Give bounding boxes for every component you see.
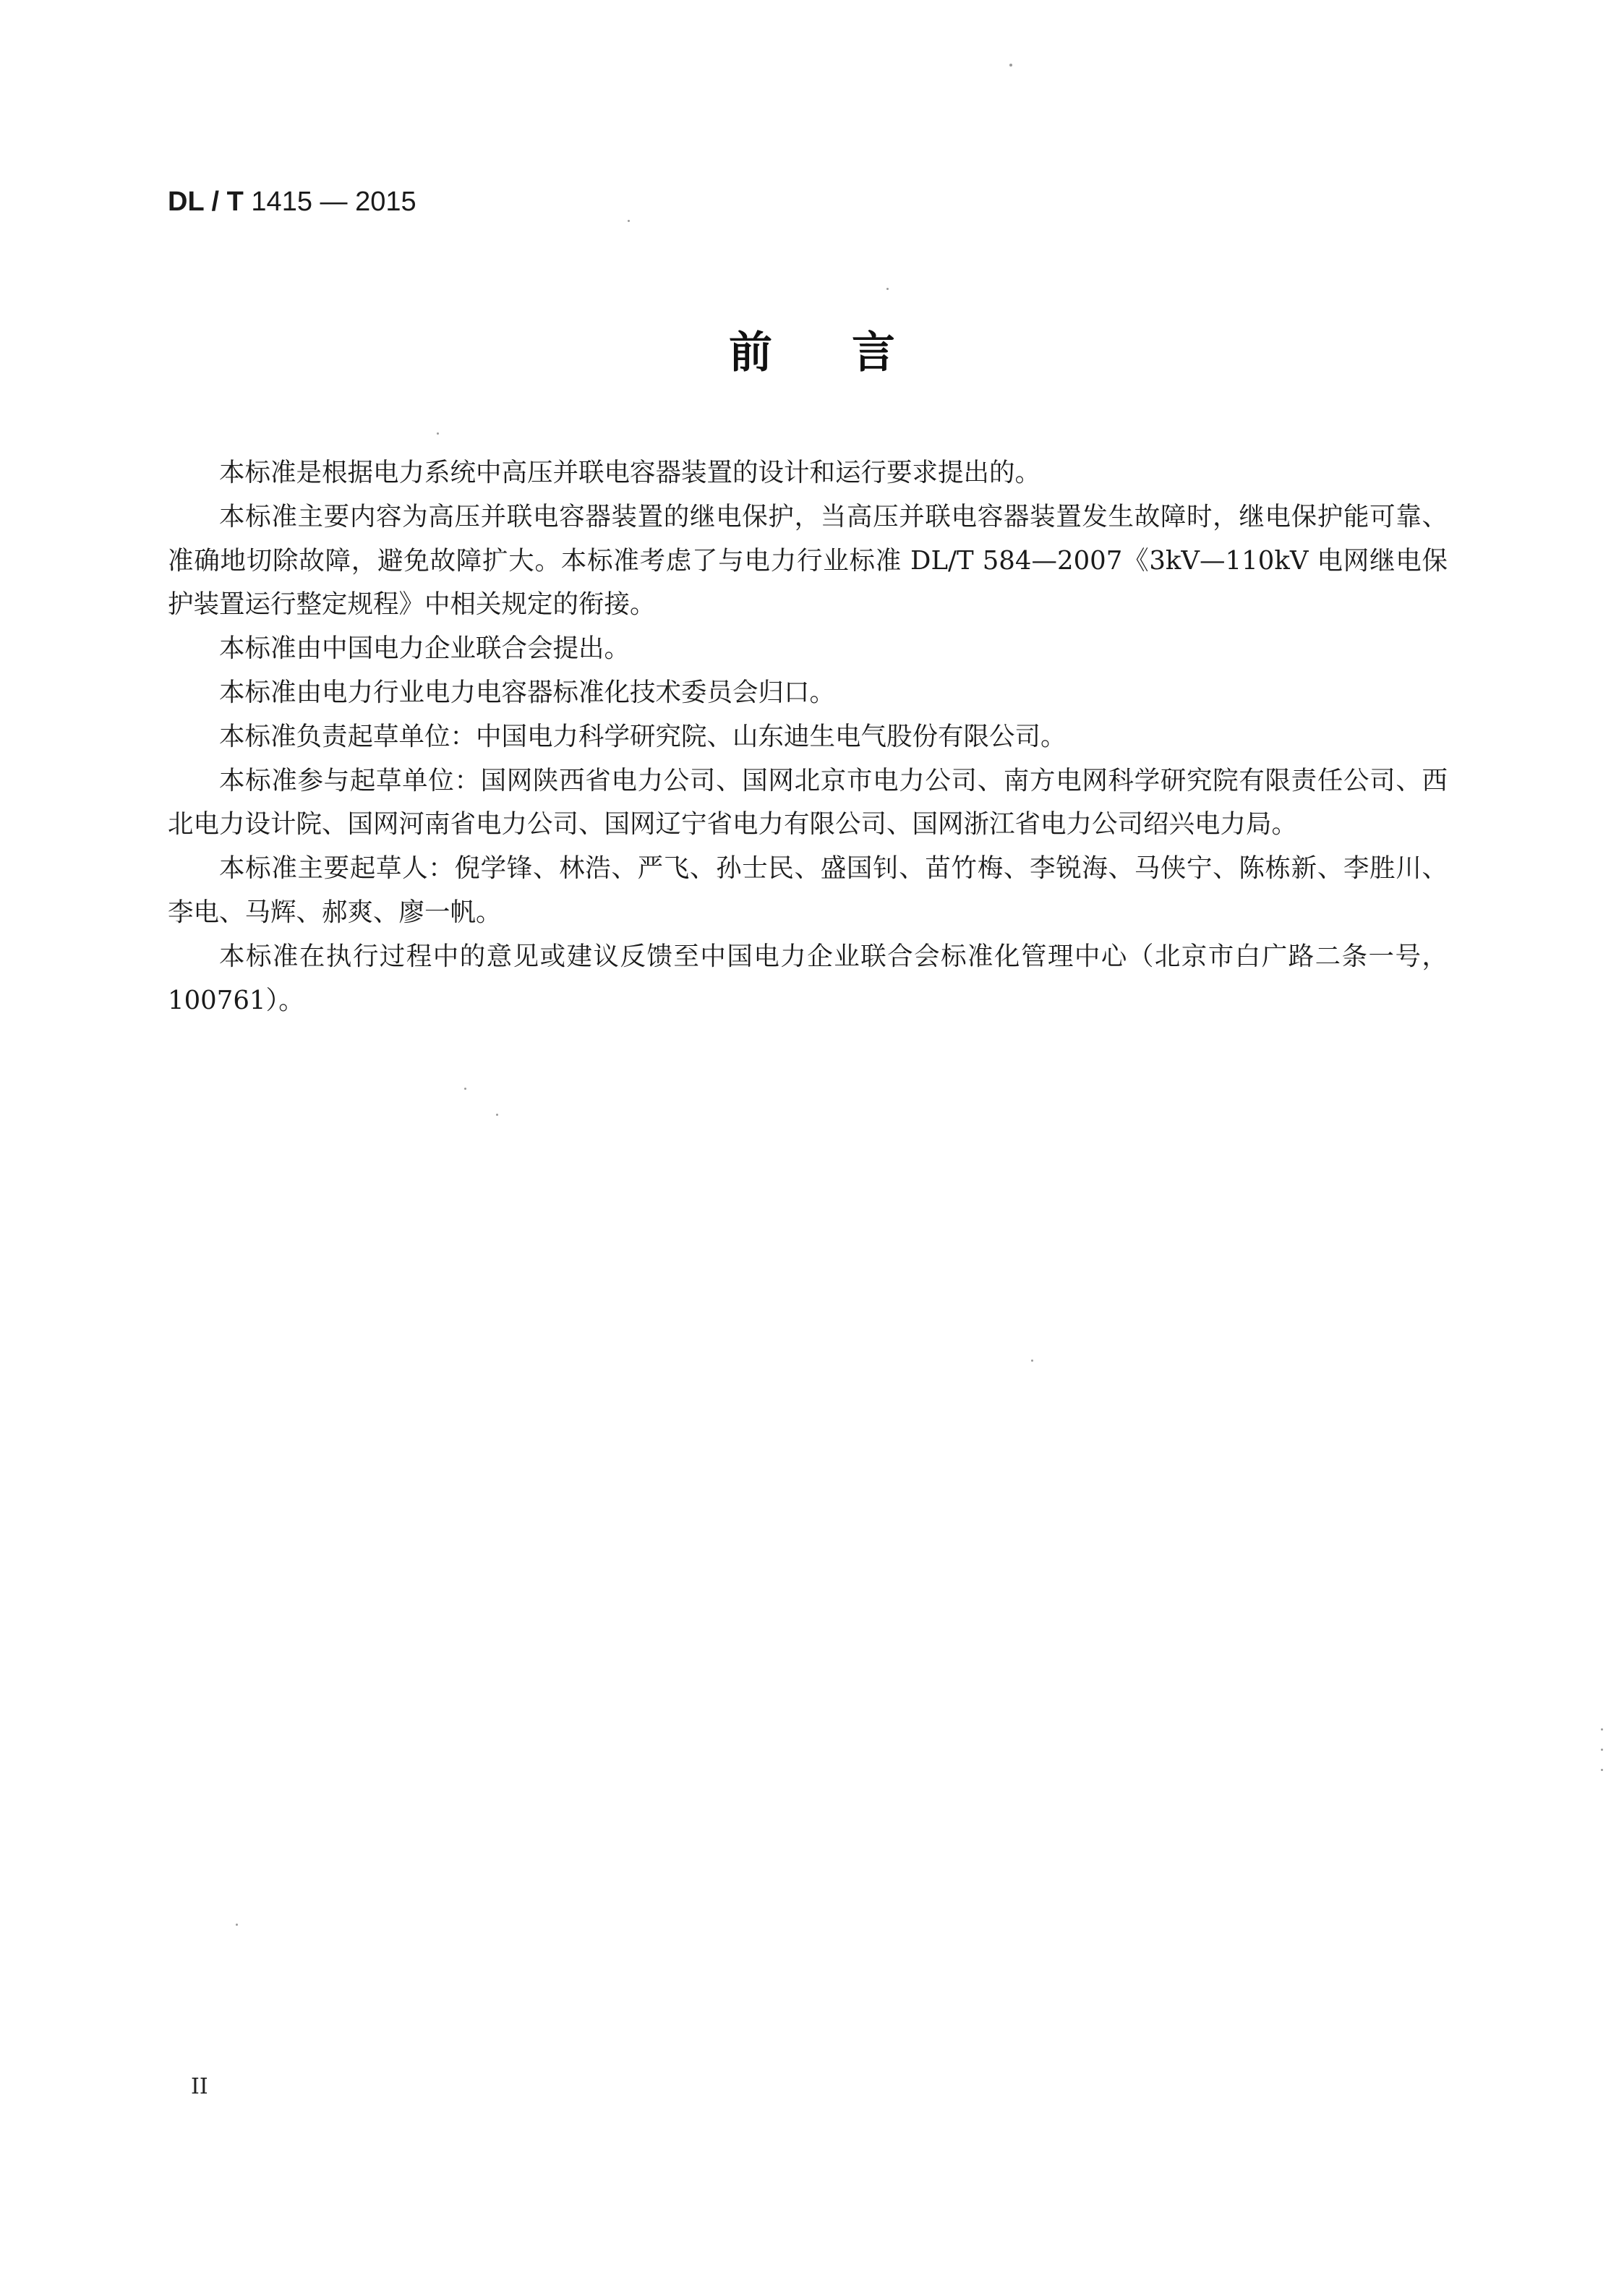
paragraph-feedback: 本标准在执行过程中的意见或建议反馈至中国电力企业联合会标准化管理中心（北京市白广路二条一号，100761）。 xyxy=(168,941,1448,1015)
paragraph-purpose: 本标准是根据电力系统中高压并联电容器装置的设计和运行要求提出的。 xyxy=(219,458,1041,487)
standard-number: 1415 — 2015 xyxy=(251,187,416,217)
scan-speck xyxy=(437,432,439,435)
scan-speck xyxy=(496,1114,498,1116)
page-number: II xyxy=(191,2074,208,2099)
scan-speck xyxy=(464,1088,466,1090)
page-title: 前言 xyxy=(729,328,975,378)
foreword-body xyxy=(168,451,1448,1023)
standard-prefix: DL / T xyxy=(168,187,244,217)
scan-speck xyxy=(1031,1360,1033,1362)
paragraph-content: 本标准主要内容为高压并联电容器装置的继电保护，当高压并联电容器装置发生故障时，继电保护能可靠、准确地切除故障，避免故障扩大。本标准考虑了与电力行业标准 DL/T 584—2007《3kV—110kV 电网继电保护装置运行整定规程》中相关规定的衔接。 xyxy=(168,501,1448,620)
scan-speck xyxy=(1601,1749,1603,1751)
paragraph-committee: 本标准由电力行业电力电容器标准化技术委员会归口。 xyxy=(219,677,836,707)
scan-speck xyxy=(1009,64,1012,67)
paragraph-participating-drafters: 本标准参与起草单位：国网陕西省电力公司、国网北京市电力公司、南方电网科学研究院有限责任公司、西北电力设计院、国网河南省电力公司、国网辽宁省电力有限公司、国网浙江省电力公司绍兴电力局。 xyxy=(168,765,1448,840)
scan-speck xyxy=(1601,1769,1603,1771)
paragraph-lead-drafters: 本标准负责起草单位：中国电力科学研究院、山东迪生电气股份有限公司。 xyxy=(219,721,1067,751)
paragraph-main-drafters: 本标准主要起草人：倪学锋、林浩、严飞、孙士民、盛国钊、苗竹梅、李锐海、马侠宁、陈栋新、李胜川、李电、马辉、郝爽、廖一帆。 xyxy=(168,853,1448,927)
scan-speck xyxy=(628,220,630,222)
standard-code xyxy=(168,187,416,218)
paragraph-proposer: 本标准由中国电力企业联合会提出。 xyxy=(219,633,631,664)
scan-speck xyxy=(236,1924,238,1926)
scan-speck xyxy=(886,288,889,290)
scan-speck xyxy=(1601,1728,1603,1731)
